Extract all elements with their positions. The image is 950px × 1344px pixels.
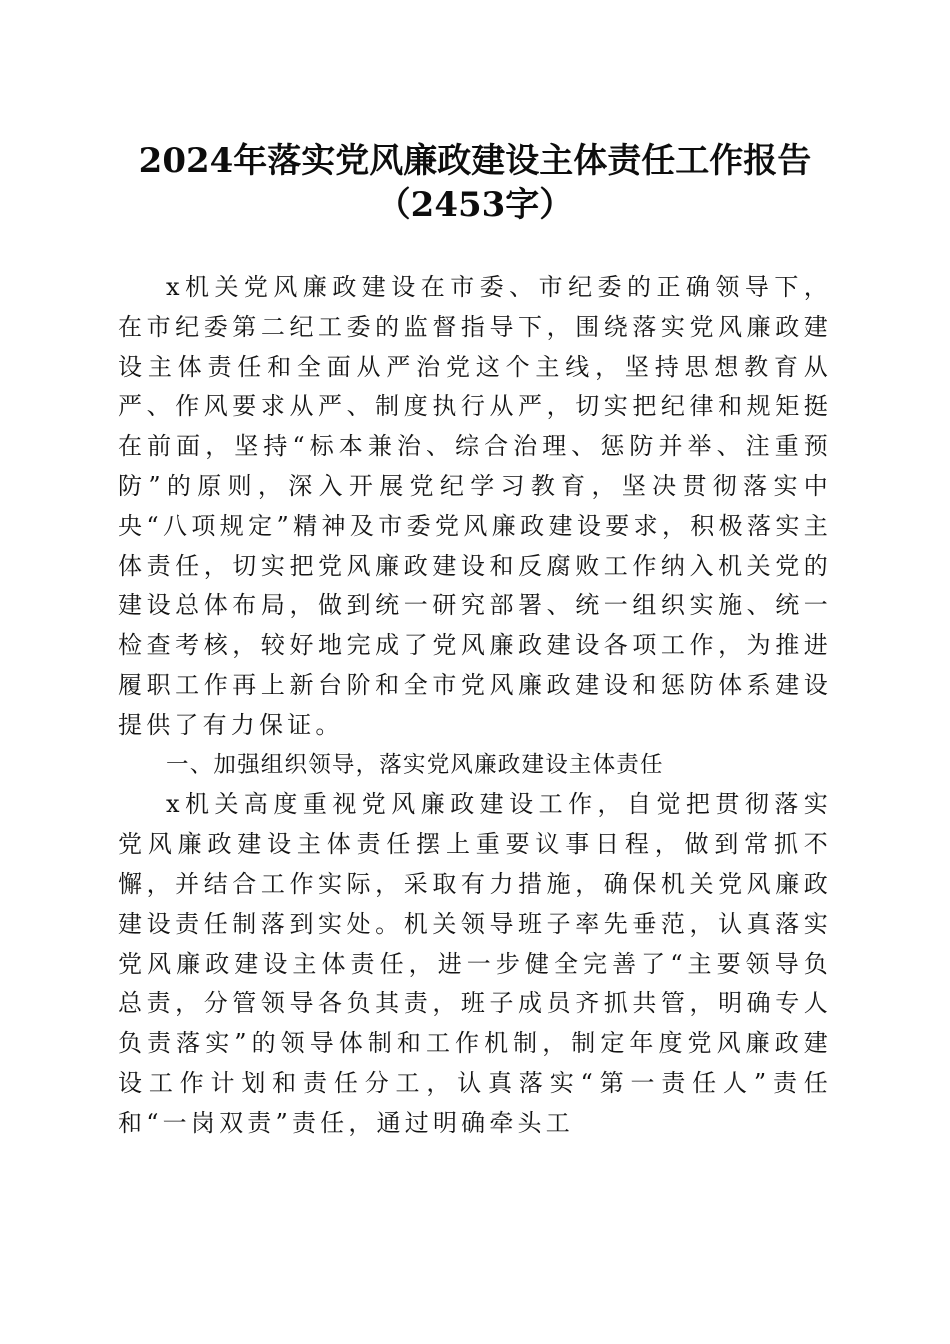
body-paragraph-section-1: x机关高度重视党风廉政建设工作，自觉把贯彻落实党风廉政建设主体责任摆上重要议事日程，做到常抓不懈，并结合工作实际，采取有力措施，确保机关党风廉政建设责任制落到实处。机关领导班子率先垂范，认真落实党风廉政建设主体责任，进一步健全完善了“主要领导负总责，分管领导各负其责，班子成员齐抓共管，明确专人负责落实”的领导体制和工作机制，制定年度党风廉政建设工作计划和责任分工，认真落实“第一责任人”责任和“一岗双责”责任，通过明确牵头工 xyxy=(118,790,832,1137)
section-heading-1: 一、加强组织领导，落实党风廉政建设主体责任 xyxy=(166,751,664,778)
document-title: 2024年落实党风廉政建设主体责任工作报告 xyxy=(138,141,812,181)
body-paragraph-intro: x机关党风廉政建设在市委、市纪委的正确领导下，在市纪委第二纪工委的监督指导下，围绕落实党风廉政建设主体责任和全面从严治党这个主线，坚持思想教育从严、作风要求从严、制度执行从严，切实把纪律和规矩挺在前面，坚持“标本兼治、综合治理、惩防并举、注重预防”的原则，深入开展党纪学习教育，坚决贯彻落实中央“八项规定”精神及市委党风廉政建设要求，积极落实主体责任，切实把党风廉政建设和反腐败工作纳入机关党的建设总体布局，做到统一研究部署、统一组织实施、统一检查考核，较好地完成了党风廉政建设各项工作，为推进履职工作再上新台阶和全市党风廉政建设和惩防体系建设提供了有力保证。 xyxy=(118,273,832,739)
document-body xyxy=(118,268,832,1144)
document-word-count: （2453字） xyxy=(376,185,574,225)
